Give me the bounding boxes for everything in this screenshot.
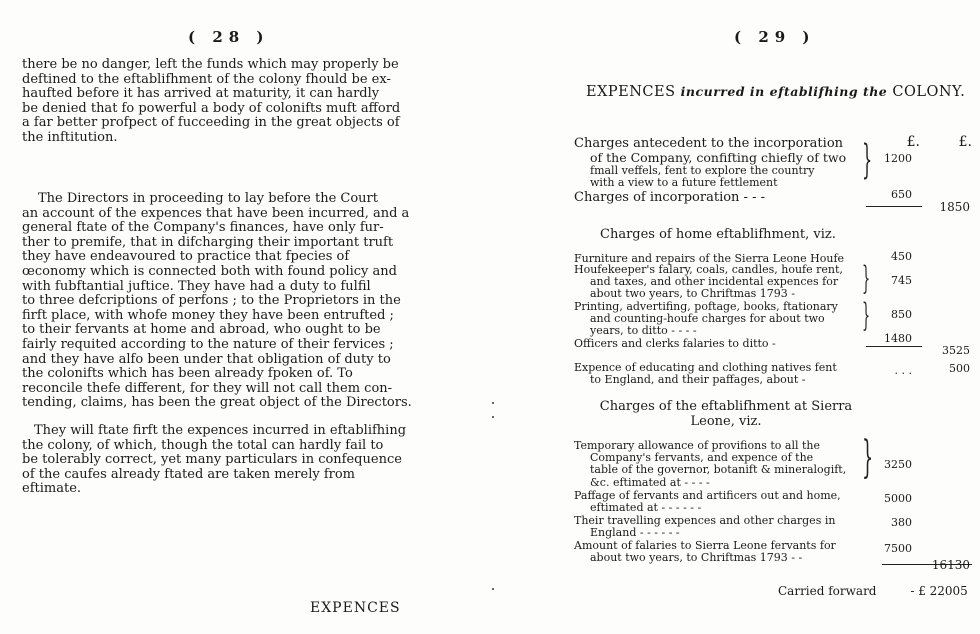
right-page	[490, 0, 980, 634]
entry-line: Charges of incorporation - - -	[574, 190, 765, 205]
entry-amount: 3250	[884, 458, 912, 471]
text-line: be denied that fo powerful a body of colonifts muft afford	[22, 100, 401, 116]
subtotal-amount: 3525	[942, 344, 970, 357]
sum-rule	[866, 206, 922, 207]
entry-line: eftimated at - - - - - -	[590, 501, 702, 515]
entry-line: Charges antecedent to the incorporation	[574, 136, 844, 151]
text-line: a far better profpect of fucceeding in the great objects of	[22, 115, 400, 131]
entry-line: table of the governor, botanift & mineralogift,	[590, 463, 847, 477]
ledger-entry	[574, 440, 864, 489]
entry-amount: 7500	[884, 542, 912, 555]
brace: }	[862, 296, 871, 334]
brace: }	[862, 137, 873, 183]
text-line: general ftate of the Company's finances, have only fur-	[22, 220, 384, 236]
entry-amount: 650	[891, 188, 912, 201]
text-line: the colonifts which has been already fpoken of. To	[22, 366, 353, 382]
text-line: to their fervants at home and abroad, who ought to be	[22, 322, 381, 338]
ledger-entry	[574, 191, 864, 205]
entry-line: Temporary allowance of provifions to all the	[574, 439, 820, 452]
carried-forward-amount: - £ 22005	[910, 584, 968, 598]
entry-line: &c. eftimated at - - - -	[590, 475, 710, 489]
sum-rule	[866, 346, 922, 347]
entry-line: Paffage of fervants and artificers out and home,	[574, 489, 841, 502]
entry-line: Amount of falaries to Sierra Leone fervants for	[574, 539, 836, 552]
entry-line: of the Company, confifting chiefly of two	[590, 150, 847, 165]
carried-forward	[778, 584, 968, 598]
text-line: reconcile thefe different, for they will not call them con-	[22, 380, 393, 396]
entry-line: fmall veffels, fent to explore the country	[590, 164, 815, 177]
catchword: EXPENCES	[310, 600, 401, 616]
entry-amount: 500	[949, 362, 970, 375]
entry-line: and counting-houfe charges for about two	[590, 312, 825, 326]
entry-line: Furniture and repairs of the Sierra Leone Houfe	[574, 252, 845, 265]
text-line: the inftitution.	[22, 129, 118, 145]
ledger-entry	[574, 264, 864, 301]
title-pre: EXPENCES	[586, 84, 676, 100]
text-line: deftined to the eftablifhment of the colony fhould be ex-	[22, 71, 391, 87]
text-line: tending, claims, has been the great object of the Directors.	[22, 395, 412, 411]
left-page	[0, 0, 480, 634]
entry-line: Expence of educating and clothing natives fent	[574, 361, 837, 374]
section-heading-line: Charges of the eftablifhment at Sierra	[599, 399, 853, 414]
entry-line: Printing, advertifing, poftage, books, ftationary	[574, 300, 838, 313]
brace: }	[862, 259, 871, 297]
text-line: an account of the expences that have been incurred, and a	[22, 205, 410, 221]
entry-line: years, to ditto - - - -	[590, 324, 697, 338]
text-line: they have endeavoured to practice that fpecies of	[22, 249, 350, 265]
text-line: fairly requited according to the nature of their fervices ;	[22, 336, 394, 352]
currency-header: £.	[906, 134, 920, 150]
ledger-entry	[574, 515, 864, 539]
text-line: eftimate.	[22, 481, 82, 497]
paragraph-3	[22, 424, 422, 497]
subtotal-amount: 16130	[931, 558, 970, 572]
section-heading-line: Leone, viz.	[690, 414, 762, 429]
subtotal-amount: 1850	[939, 200, 970, 214]
text-line: The Directors in proceeding to lay before the Court	[38, 191, 378, 206]
entry-line: to England, and their paffages, about -	[590, 373, 806, 387]
text-line: They will ftate firft the expences incurred in eftablifhing	[34, 423, 407, 438]
paragraph-1	[22, 58, 422, 146]
title-mid: incurred in eftablifhing the	[680, 84, 888, 99]
ledger-entry	[574, 338, 864, 350]
text-line: be tolerably correct, yet many particulars in confequence	[22, 452, 402, 468]
text-line: the colony, of which, though the total can hardly fail to	[22, 437, 384, 453]
section-heading	[578, 399, 874, 429]
text-line: to three defcriptions of perfons ; to the Proprietors in the	[22, 293, 401, 309]
page-number-right: ( 29 )	[734, 28, 816, 46]
entry-line: Their travelling expences and other charges in	[574, 514, 836, 527]
page-number-left: ( 28 )	[188, 28, 270, 46]
currency-header: £.	[958, 134, 972, 150]
text-line: and they have alfo been under that obligation of duty to	[22, 351, 391, 367]
entry-amount: 850	[891, 308, 912, 321]
text-line: of the caufes already ftated are taken merely from	[22, 466, 356, 482]
text-line: ther to premife, that in difcharging their important truft	[22, 234, 394, 250]
entry-amount: 745	[891, 274, 912, 287]
entry-dots: . . .	[894, 364, 912, 377]
entry-amount: 380	[891, 516, 912, 529]
title-post: COLONY.	[892, 84, 966, 100]
entry-line: about two years, to Chriftmas 1793 - -	[590, 551, 803, 565]
entry-amount: 5000	[884, 492, 912, 505]
entry-amount: 1480	[884, 332, 912, 345]
text-line: haufted before it has arrived at maturity, it can hardly	[22, 86, 380, 102]
section-heading: Charges of home eftablifhment, viz.	[600, 227, 836, 242]
paragraph-2	[22, 192, 422, 411]
ledger-entry	[574, 362, 864, 386]
carried-forward-label: Carried forward	[778, 584, 877, 598]
entry-amount: 450	[891, 250, 912, 263]
entry-line: Company's fervants, and expence of the	[590, 451, 814, 465]
entry-line: and taxes, and other incidental expences for	[590, 275, 839, 289]
entry-line: England - - - - - -	[590, 526, 680, 540]
ledger-entry	[574, 301, 864, 338]
text-line: with fubftantial juftice. They have had a duty to fulfil	[22, 278, 371, 294]
entry-amount: 1200	[884, 152, 912, 165]
text-line: œconomy which is connected both with found policy and	[22, 263, 397, 279]
ledger-entry	[574, 540, 864, 564]
text-line: firft place, with whofe money they have been entrufted ;	[22, 307, 394, 323]
ledger-entry	[574, 136, 864, 189]
ledger-entry	[574, 490, 864, 514]
entry-line: Officers and clerks falaries to ditto -	[574, 337, 776, 350]
entry-line: about two years, to Chriftmas 1793 -	[590, 287, 796, 301]
entry-line: Houfekeeper's falary, coals, candles, houfe rent,	[574, 263, 843, 276]
entry-line: with a view to a future fettlement	[590, 176, 778, 190]
page-title	[586, 84, 965, 100]
text-line: there be no danger, left the funds which may properly be	[22, 57, 399, 72]
brace: }	[862, 432, 874, 483]
